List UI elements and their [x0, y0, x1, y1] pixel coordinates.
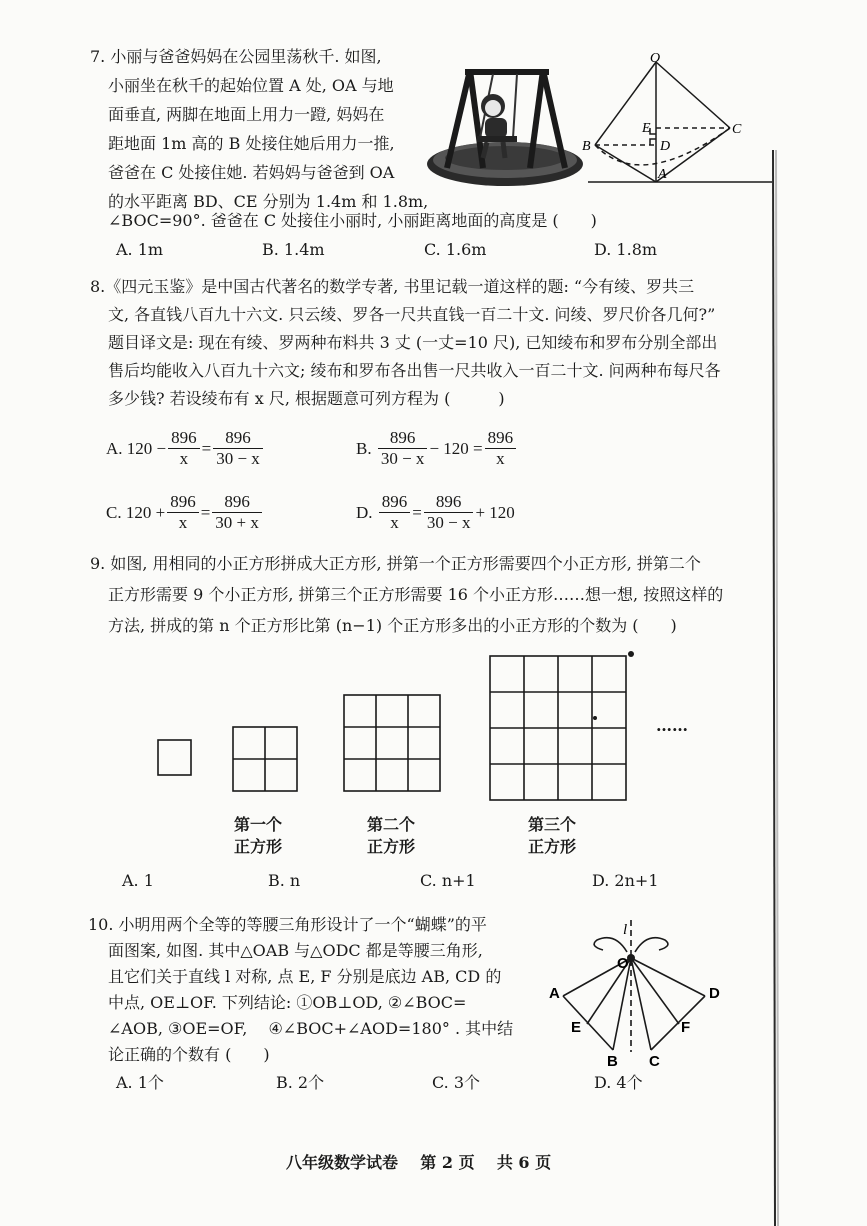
- q7-label-d: D: [660, 139, 671, 154]
- q8-option-a[interactable]: [106, 428, 265, 469]
- q10-line-2: 面图案, 如图. 其中△OAB 与△ODC 都是等腰三角形,: [108, 941, 483, 960]
- q10-label-f: F: [681, 1019, 691, 1036]
- q8-option-c-label: C.: [106, 502, 122, 522]
- q10-butterfly-diagram: [545, 912, 745, 1072]
- q9-caption-1: 第一个 正方形: [234, 815, 283, 856]
- q10-line-3: 且它们关于直线 l 对称, 点 E, F 分别是底边 AB, CD 的: [108, 967, 502, 986]
- q8-line-1: 8.《四元玉鉴》是中国古代著名的数学专著, 书里记载一道这样的题: “今有绫、罗共三: [90, 277, 695, 296]
- q7-label-e: E: [642, 121, 651, 136]
- q9-option-c[interactable]: C. n+1: [420, 871, 476, 890]
- q9-option-a[interactable]: A. 1: [122, 871, 154, 890]
- q9-option-b[interactable]: B. n: [268, 871, 301, 890]
- q10-label-o: O: [617, 955, 629, 972]
- q10-line-5: ∠AOB, ③OE=OF, ④∠BOC+∠AOD=180° . 其中结: [108, 1019, 514, 1038]
- q10-label-l: l: [623, 922, 628, 938]
- q7-label-b: B: [582, 139, 591, 154]
- q8-option-d-eq: =: [412, 502, 422, 522]
- q10-line-6: 论正确的个数有 ( ): [108, 1045, 270, 1064]
- q7-label-c: C: [732, 122, 742, 137]
- q9-caption-3: 第三个 正方形: [528, 815, 577, 856]
- q8-option-a-frac2: $\frac{896}{30 - x}$: [213, 428, 263, 469]
- footer-total: 共 6 页: [496, 1153, 552, 1172]
- q10-option-c[interactable]: C. 3个: [432, 1073, 481, 1092]
- q7-line-4: 距地面 1m 高的 B 处接住她后用力一推,: [108, 134, 395, 153]
- q8-line-5: 多少钱? 若设绫布有 x 尺, 根据题意可列方程为 ( ): [108, 389, 505, 408]
- q8-option-b-label: B.: [356, 438, 372, 458]
- q7-option-d[interactable]: D. 1.8m: [594, 240, 658, 259]
- q7-label-o: O: [650, 52, 661, 66]
- q9-ellipsis: ……: [656, 716, 688, 735]
- q7-line-3: 面垂直, 两脚在地面上用力一蹬, 妈妈在: [108, 105, 385, 124]
- swing-photo: [425, 60, 585, 190]
- q7-line-2: 小丽坐在秋千的起始位置 A 处, OA 与地: [108, 76, 394, 95]
- paper-fold-shadow: [770, 150, 782, 1226]
- q10-option-d[interactable]: D. 4个: [594, 1073, 643, 1092]
- q8-line-4: 售后均能收入八百九十六文; 绫布和罗布各出售一尺共收入一百二十文. 问两种布每尺各: [108, 361, 721, 380]
- q8-option-b-frac2: $\frac{896}{x}$: [485, 428, 517, 469]
- q9-line-3: 方法, 拼成的第 n 个正方形比第 (n−1) 个正方形多出的小正方形的个数为 ( ): [108, 616, 677, 635]
- q10-label-d: D: [709, 985, 720, 1002]
- q8-option-c-frac1: $\frac{896}{x}$: [167, 492, 199, 533]
- q8-option-b-frac1: $\frac{896}{30 - x}$: [378, 428, 428, 469]
- q7-diagram: [580, 52, 780, 192]
- q8-option-d-frac2: $\frac{896}{30 - x}$: [424, 492, 474, 533]
- q10-label-a: A: [549, 985, 560, 1002]
- q8-option-d[interactable]: [356, 492, 515, 533]
- footer-page: 第 2 页: [420, 1153, 475, 1172]
- q8-option-c[interactable]: [106, 492, 264, 533]
- q9-caption-2: 第二个 正方形: [367, 815, 416, 856]
- q10-line-1: 10. 小明用两个全等的等腰三角形设计了一个“蝴蝶”的平: [88, 915, 487, 934]
- q7-line-7: ∠BOC=90°. 爸爸在 C 处接住小丽时, 小丽距离地面的高度是 ( ): [108, 211, 597, 230]
- q8-option-a-eq: =: [201, 438, 212, 458]
- square-3x3: [344, 695, 440, 791]
- q8-option-a-label: A.: [106, 438, 123, 458]
- q8-option-b-mid: − 120 =: [429, 438, 483, 458]
- q9-option-d[interactable]: D. 2n+1: [592, 871, 659, 890]
- q7-label-a: A: [658, 167, 667, 182]
- q10-option-b[interactable]: B. 2个: [276, 1073, 325, 1092]
- q8-option-a-pre: 120 −: [126, 438, 167, 458]
- q8-line-2: 文, 各直钱八百九十六文. 只云绫、罗各一尺共直钱一百二十文. 问绫、罗尺价各几何?”: [108, 305, 716, 324]
- q8-option-c-eq: =: [200, 502, 211, 522]
- q7-line-1: 7. 小丽与爸爸妈妈在公园里荡秋千. 如图,: [90, 47, 382, 66]
- q8-option-a-frac1: $\frac{896}{x}$: [168, 428, 200, 469]
- q7-option-a[interactable]: A. 1m: [116, 240, 164, 259]
- q8-option-b[interactable]: [356, 428, 518, 469]
- page-footer: [286, 1150, 551, 1173]
- q9-squares-figure: [150, 648, 690, 808]
- q7-option-b[interactable]: B. 1.4m: [262, 240, 325, 259]
- q8-option-c-pre: 120 +: [125, 502, 166, 522]
- q8-option-c-frac2: $\frac{896}{30 + x}$: [212, 492, 262, 533]
- q10-line-4: 中点, OE⊥OF. 下列结论: ①OB⊥OD, ②∠BOC=: [108, 993, 467, 1012]
- q8-option-d-post: + 120: [475, 502, 515, 522]
- q7-option-c[interactable]: C. 1.6m: [424, 240, 487, 259]
- q9-line-2: 正方形需要 9 个小正方形, 拼第三个正方形需要 16 个小正方形……想一想, 按照这样的: [108, 585, 724, 604]
- q10-label-c: C: [649, 1053, 660, 1070]
- q8-option-d-frac1: $\frac{896}{x}$: [379, 492, 411, 533]
- q7-line-6: 的水平距离 BD、CE 分别为 1.4m 和 1.8m,: [108, 192, 429, 211]
- q7-line-5: 爸爸在 C 处接住她. 若妈妈与爸爸到 OA: [108, 163, 395, 182]
- square-1x1: [158, 740, 191, 775]
- q10-label-e: E: [571, 1019, 582, 1036]
- q10-label-b: B: [607, 1053, 618, 1070]
- q10-option-a[interactable]: A. 1个: [116, 1073, 164, 1092]
- q8-option-d-label: D.: [356, 502, 373, 522]
- q8-line-3: 题目译文是: 现在有绫、罗两种布料共 3 丈 (一丈=10 尺), 已知绫布和罗布分别全部出: [108, 333, 718, 352]
- footer-subject: 八年级数学试卷: [286, 1153, 399, 1172]
- q9-line-1: 9. 如图, 用相同的小正方形拼成大正方形, 拼第一个正方形需要四个小正方形, 拼第二个: [90, 554, 701, 573]
